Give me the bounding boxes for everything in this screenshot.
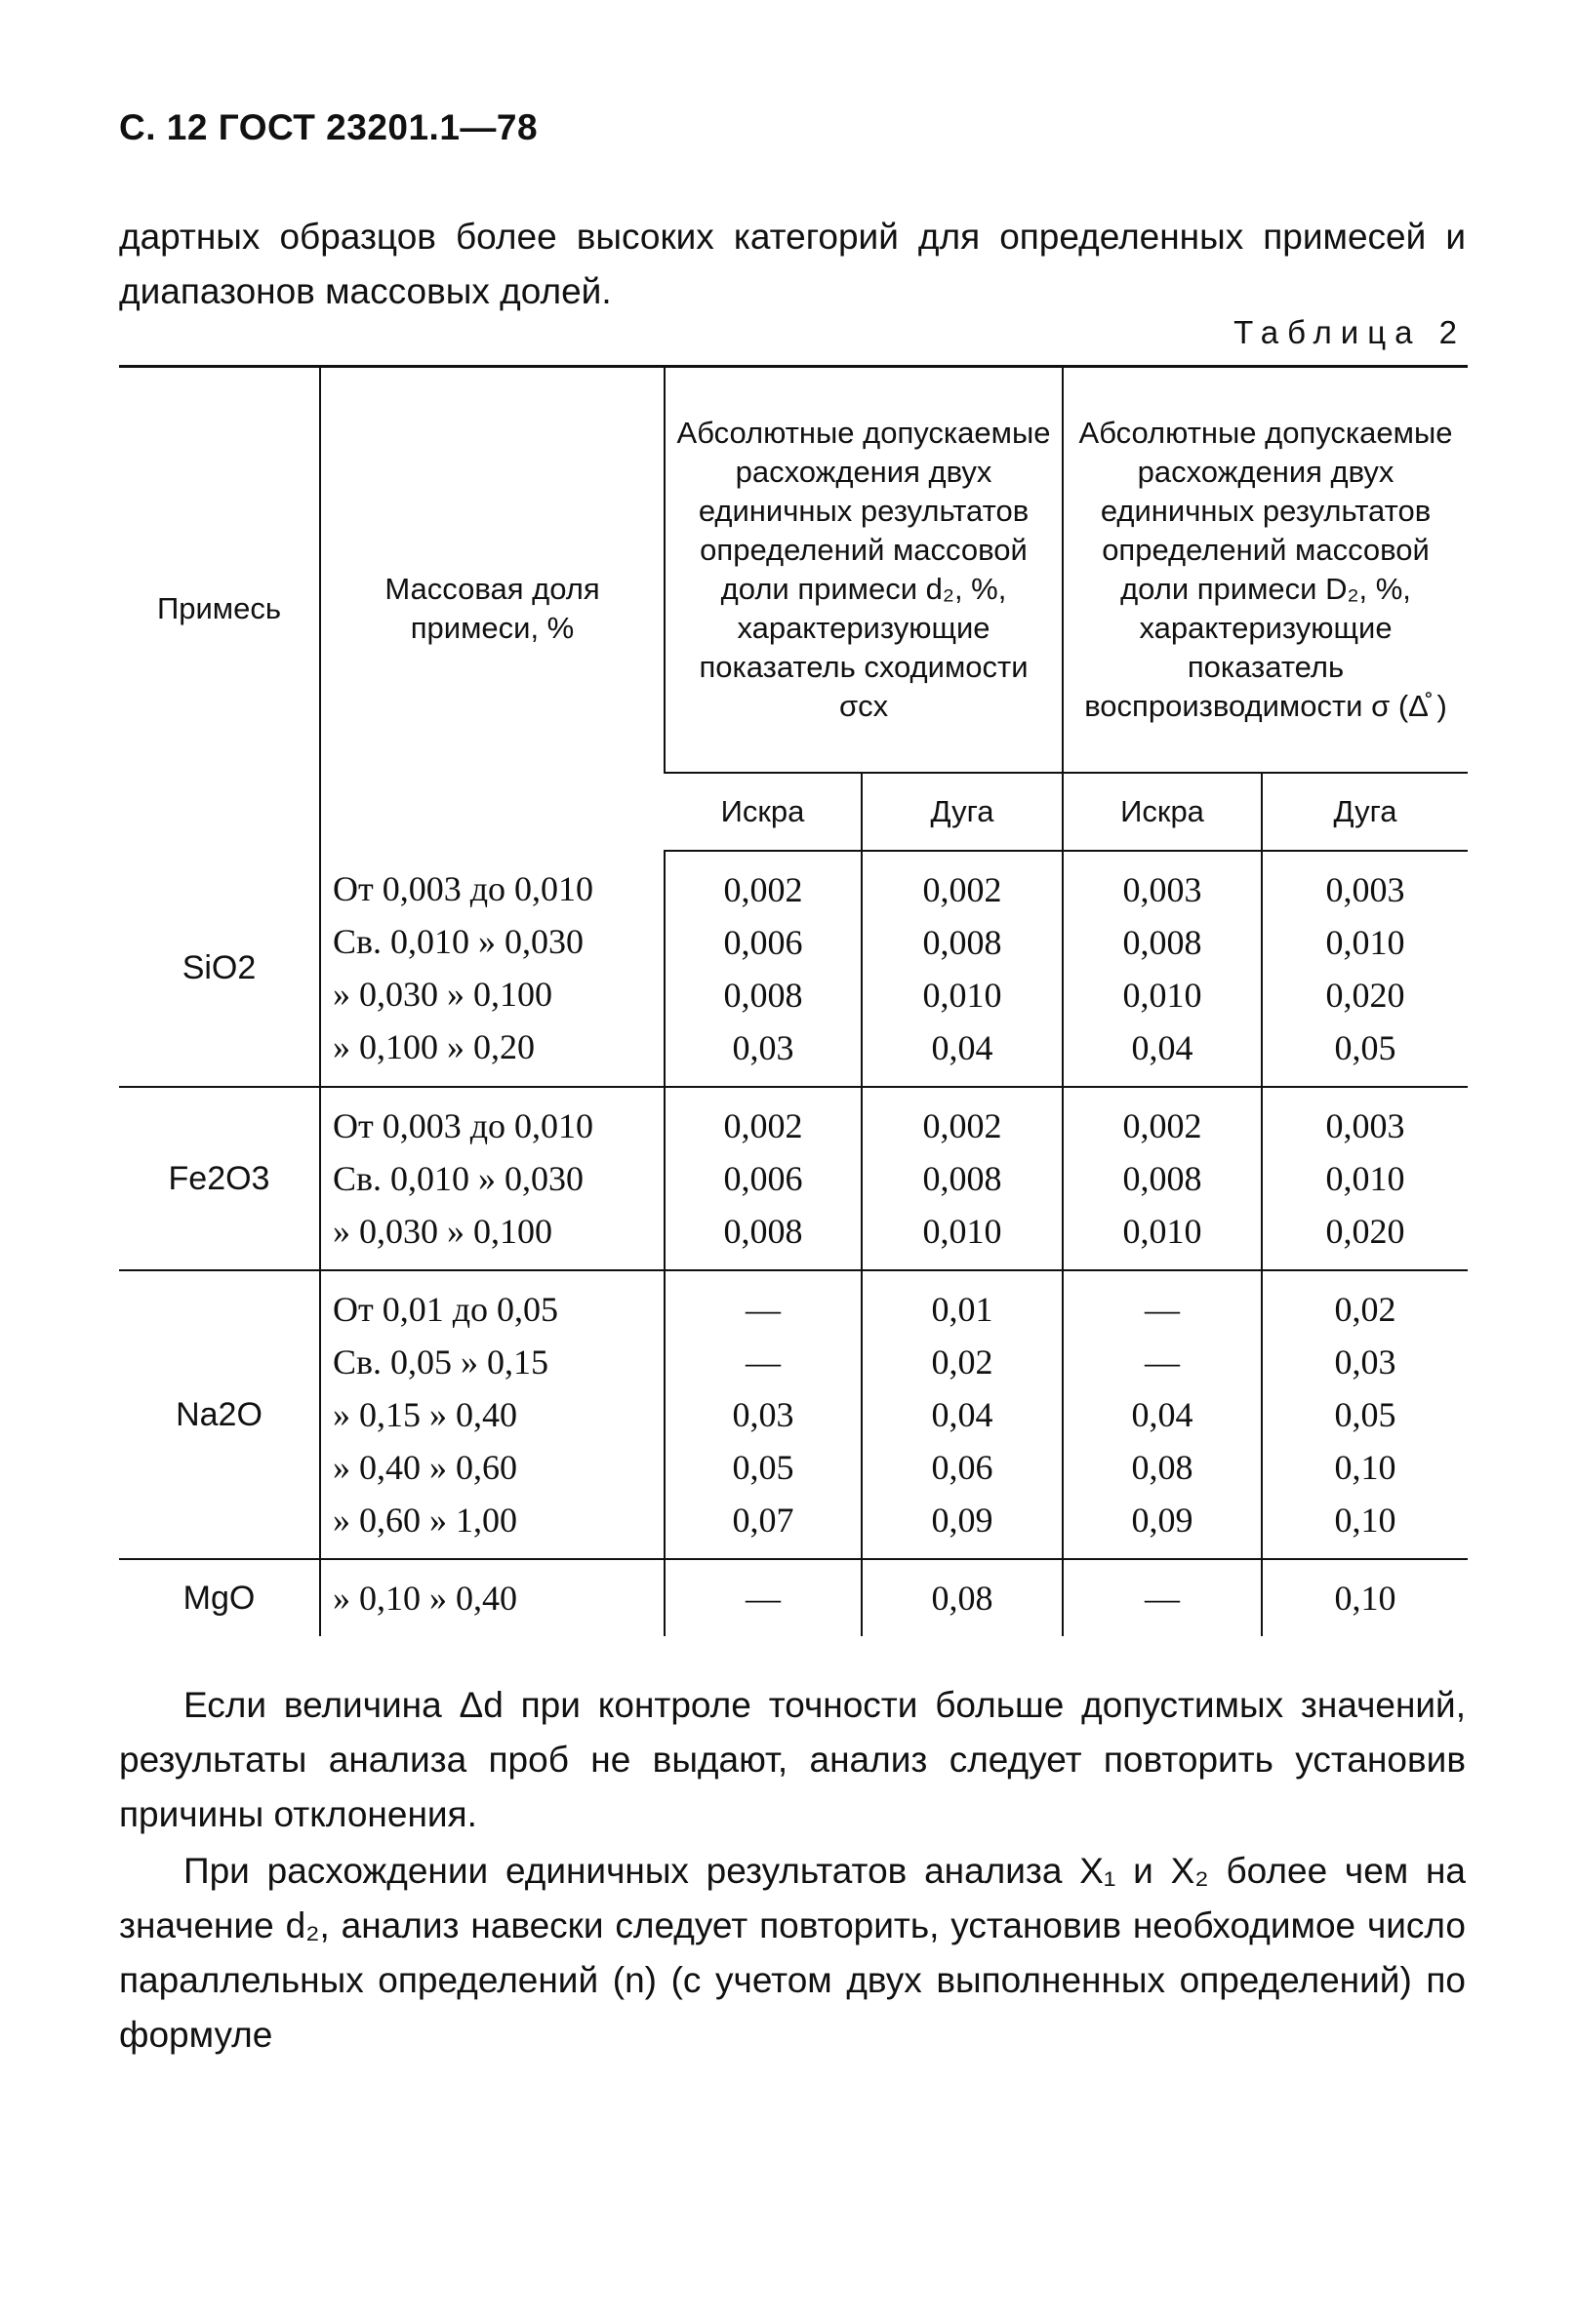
- table-body: [119, 851, 1468, 1636]
- intro-paragraph: дартных образцов более высоких категорий для определенных примесей и диапазонов массовых долей.: [119, 217, 1466, 311]
- cell-value: 0,002: [1122, 1105, 1202, 1145]
- cell-value: 0,006: [723, 1158, 803, 1198]
- mass-range-cell: [320, 851, 665, 1087]
- cell-value: 0,03: [732, 1394, 794, 1434]
- cell-value: 0,010: [1122, 1211, 1202, 1251]
- cell-value: 0,006: [723, 922, 803, 962]
- paragraph-repeat-analysis: При расхождении единичных результатов анализа X₁ и X₂ более чем на значение d₂, анализ навески следует повторить, установив необходимое число параллельных определений (n) (с учетом двух выполненных определений) по формуле: [119, 1851, 1466, 2055]
- impurity-cell: Fe2O3: [168, 1159, 270, 1197]
- cell-value: —: [746, 1342, 781, 1382]
- cell-value: 0,002: [723, 1105, 803, 1145]
- cell-value: 0,003: [1122, 869, 1202, 909]
- conv-spark-cell: [665, 1270, 862, 1559]
- cell-value: 0,08: [1131, 1447, 1193, 1487]
- cell-value: 0,002: [723, 869, 803, 909]
- conv-spark-cell: [665, 851, 862, 1087]
- conv-arc-cell: [862, 851, 1063, 1087]
- cell-value: 0,05: [732, 1447, 794, 1487]
- cell-value: —: [1145, 1342, 1181, 1382]
- cell-value: 0,008: [723, 1211, 803, 1251]
- cell-value: От 0,01 до 0,05: [333, 1289, 559, 1329]
- cell-value: 0,08: [931, 1578, 993, 1618]
- table-row: [119, 851, 1468, 1087]
- conv-arc-cell: [862, 1270, 1063, 1559]
- cell-value: » 0,10 » 0,40: [333, 1578, 517, 1618]
- cell-value: 0,010: [922, 1211, 1002, 1251]
- sub-header-spark: Искра: [665, 773, 862, 851]
- table-row: [119, 1087, 1468, 1270]
- cell-value: —: [746, 1578, 781, 1618]
- sub-header-arc: Дуга: [1262, 773, 1468, 851]
- cell-value: 0,01: [931, 1289, 993, 1329]
- repro-spark-cell: [1063, 1270, 1262, 1559]
- mass-range-cell: [320, 1087, 665, 1270]
- cell-value: 0,002: [922, 1105, 1002, 1145]
- cell-value: 0,008: [922, 1158, 1002, 1198]
- cell-value: 0,008: [1122, 922, 1202, 962]
- cell-value: Св. 0,05 » 0,15: [333, 1342, 549, 1382]
- cell-value: Св. 0,010 » 0,030: [333, 1158, 585, 1198]
- col-header-convergence: Абсолютные допускаемые расхождения двух единичных результатов определений массовой доли примеси d₂, %, характеризующие показатель сходимости σсх: [665, 367, 1063, 773]
- cell-value: От 0,003 до 0,010: [333, 1105, 594, 1145]
- repro-arc-cell: [1262, 1559, 1468, 1636]
- cell-value: » 0,100 » 0,20: [333, 1026, 535, 1066]
- conv-arc-cell: [862, 1087, 1063, 1270]
- cell-value: 0,003: [1325, 869, 1405, 909]
- cell-value: 0,04: [1131, 1394, 1193, 1434]
- repro-arc-cell: [1262, 1087, 1468, 1270]
- cell-value: 0,003: [1325, 1105, 1405, 1145]
- repro-spark-cell: [1063, 1559, 1262, 1636]
- cell-value: 0,010: [1325, 1158, 1405, 1198]
- cell-value: 0,010: [1122, 975, 1202, 1015]
- cell-value: —: [746, 1289, 781, 1329]
- cell-value: От 0,003 до 0,010: [333, 868, 594, 908]
- cell-value: » 0,15 » 0,40: [333, 1394, 517, 1434]
- cell-value: 0,008: [1122, 1158, 1202, 1198]
- cell-value: Св. 0,010 » 0,030: [333, 921, 585, 961]
- cell-value: 0,05: [1334, 1027, 1396, 1067]
- repro-arc-cell: [1262, 1270, 1468, 1559]
- col-header-reproducibility: Абсолютные допускаемые расхождения двух единичных результатов определений массовой доли примеси D₂, %, характеризующие показатель воспроизводимости σ (Δ̊ ): [1063, 367, 1468, 773]
- paragraph-accuracy-control: Если величина Δd при контроле точности больше допустимых значений, результаты анализа проб не выдают, анализ следует повторить установив причины отклонения.: [119, 1685, 1466, 1834]
- table-row: [119, 1270, 1468, 1559]
- sub-header-spark: Искра: [1063, 773, 1262, 851]
- cell-value: 0,002: [922, 869, 1002, 909]
- mass-range-cell: [320, 1559, 665, 1636]
- cell-value: 0,04: [931, 1027, 993, 1067]
- impurity-cell: Na2O: [176, 1395, 263, 1433]
- table-row: [119, 1559, 1468, 1636]
- cell-value: 0,010: [1325, 922, 1405, 962]
- col-header-mass-fraction: Массовая доля примеси, %: [320, 367, 665, 851]
- cell-value: 0,09: [1131, 1500, 1193, 1540]
- cell-value: 0,008: [922, 922, 1002, 962]
- conv-spark-cell: [665, 1087, 862, 1270]
- cell-value: » 0,60 » 1,00: [333, 1500, 517, 1540]
- cell-value: » 0,40 » 0,60: [333, 1447, 517, 1487]
- cell-value: 0,05: [1334, 1394, 1396, 1434]
- cell-value: 0,07: [732, 1500, 794, 1540]
- cell-value: 0,02: [931, 1342, 993, 1382]
- cell-value: 0,02: [1334, 1289, 1396, 1329]
- impurity-cell: SiO2: [182, 949, 257, 986]
- cell-value: 0,04: [931, 1394, 993, 1434]
- cell-value: 0,06: [931, 1447, 993, 1487]
- repro-arc-cell: [1262, 851, 1468, 1087]
- table-caption: Таблица 2: [1233, 314, 1466, 350]
- impurity-cell: MgO: [182, 1579, 256, 1617]
- cell-value: 0,03: [1334, 1342, 1396, 1382]
- cell-value: 0,008: [723, 975, 803, 1015]
- page-header: С. 12 ГОСТ 23201.1—78: [119, 107, 539, 147]
- cell-value: » 0,030 » 0,100: [333, 974, 552, 1014]
- cell-value: 0,09: [931, 1500, 993, 1540]
- repro-spark-cell: [1063, 1087, 1262, 1270]
- cell-value: » 0,030 » 0,100: [333, 1211, 552, 1251]
- cell-value: 0,010: [922, 975, 1002, 1015]
- cell-value: 0,10: [1334, 1500, 1396, 1540]
- mass-range-cell: [320, 1270, 665, 1559]
- col-header-impurity: Примесь: [119, 367, 320, 851]
- cell-value: 0,10: [1334, 1447, 1396, 1487]
- cell-value: 0,03: [732, 1027, 794, 1067]
- cell-value: —: [1145, 1578, 1181, 1618]
- repro-spark-cell: [1063, 851, 1262, 1087]
- conv-spark-cell: [665, 1559, 862, 1636]
- results-table: [119, 365, 1468, 1636]
- cell-value: —: [1145, 1289, 1181, 1329]
- cell-value: 0,020: [1325, 1211, 1405, 1251]
- cell-value: 0,10: [1334, 1578, 1396, 1618]
- cell-value: 0,020: [1325, 975, 1405, 1015]
- conv-arc-cell: [862, 1559, 1063, 1636]
- cell-value: 0,04: [1131, 1027, 1193, 1067]
- sub-header-arc: Дуга: [862, 773, 1063, 851]
